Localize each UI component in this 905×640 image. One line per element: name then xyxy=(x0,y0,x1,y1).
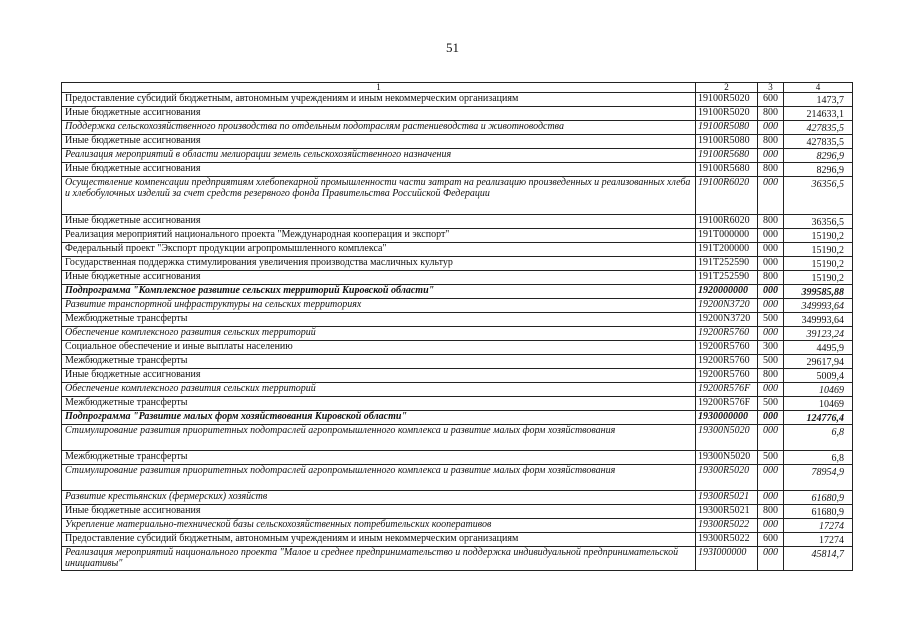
row-vr: 800 xyxy=(758,369,784,383)
table-row xyxy=(62,121,853,135)
row-vr: 800 xyxy=(758,163,784,177)
row-amount: 5009,4 xyxy=(784,369,853,383)
table-row xyxy=(62,355,853,369)
row-code: 1930000000 xyxy=(696,411,758,425)
row-amount: 6,8 xyxy=(784,425,853,451)
table-row xyxy=(62,547,853,571)
header-col-2: 2 xyxy=(696,83,758,93)
row-code: 19100R5080 xyxy=(696,121,758,135)
row-code: 19100R5020 xyxy=(696,107,758,121)
table-row xyxy=(62,451,853,465)
row-name: Обеспечение комплексного развития сельских территорий xyxy=(62,327,696,341)
row-vr: 000 xyxy=(758,285,784,299)
table-row xyxy=(62,229,853,243)
row-amount: 349993,64 xyxy=(784,299,853,313)
row-name: Иные бюджетные ассигнования xyxy=(62,107,696,121)
row-vr: 000 xyxy=(758,229,784,243)
row-code: 19100R5080 xyxy=(696,135,758,149)
table-row xyxy=(62,505,853,519)
row-amount: 399585,88 xyxy=(784,285,853,299)
row-vr: 000 xyxy=(758,243,784,257)
row-code: 19100R6020 xyxy=(696,177,758,215)
header-col-4: 4 xyxy=(784,83,853,93)
row-code: 19200R576F xyxy=(696,383,758,397)
table-row xyxy=(62,425,853,451)
row-vr: 000 xyxy=(758,425,784,451)
table-row xyxy=(62,491,853,505)
row-name: Укрепление материально-технической базы сельскохозяйственных потребительских кооперативов xyxy=(62,519,696,533)
row-name: Государственная поддержка стимулирования увеличения производства масличных культур xyxy=(62,257,696,271)
row-amount: 61680,9 xyxy=(784,505,853,519)
row-amount: 427835,5 xyxy=(784,121,853,135)
row-name: Стимулирование развития приоритетных подотраслей агропромышленного комплекса и развитие малых форм хозяйствования xyxy=(62,425,696,451)
table-row xyxy=(62,257,853,271)
header-row xyxy=(62,83,853,93)
table-row xyxy=(62,519,853,533)
row-amount: 45814,7 xyxy=(784,547,853,571)
table-row xyxy=(62,107,853,121)
row-vr: 500 xyxy=(758,397,784,411)
row-name: Иные бюджетные ассигнования xyxy=(62,369,696,383)
row-vr: 800 xyxy=(758,135,784,149)
row-code: 19100R5680 xyxy=(696,149,758,163)
budget-table xyxy=(61,82,853,571)
row-amount: 1473,7 xyxy=(784,93,853,107)
row-vr: 600 xyxy=(758,533,784,547)
table-row xyxy=(62,397,853,411)
row-amount: 427835,5 xyxy=(784,135,853,149)
row-code: 191T252590 xyxy=(696,271,758,285)
header-col-1: 1 xyxy=(62,83,696,93)
row-amount: 39123,24 xyxy=(784,327,853,341)
row-vr: 000 xyxy=(758,177,784,215)
table-row xyxy=(62,163,853,177)
row-vr: 300 xyxy=(758,341,784,355)
row-amount: 61680,9 xyxy=(784,491,853,505)
row-vr: 600 xyxy=(758,93,784,107)
row-name: Реализация мероприятий в области мелиорации земель сельскохозяйственного назначения xyxy=(62,149,696,163)
table-row xyxy=(62,215,853,229)
table-row xyxy=(62,271,853,285)
table-row xyxy=(62,299,853,313)
table-row xyxy=(62,243,853,257)
row-name: Межбюджетные трансферты xyxy=(62,397,696,411)
row-amount: 29617,94 xyxy=(784,355,853,369)
row-vr: 500 xyxy=(758,355,784,369)
row-code: 19200N3720 xyxy=(696,313,758,327)
row-amount: 4495,9 xyxy=(784,341,853,355)
row-vr: 800 xyxy=(758,271,784,285)
row-name: Межбюджетные трансферты xyxy=(62,313,696,327)
row-code: 19300N5020 xyxy=(696,451,758,465)
table-row xyxy=(62,341,853,355)
row-name: Социальное обеспечение и иные выплаты населению xyxy=(62,341,696,355)
row-code: 191T252590 xyxy=(696,257,758,271)
row-name: Развитие крестьянских (фермерских) хозяйств xyxy=(62,491,696,505)
row-amount: 15190,2 xyxy=(784,229,853,243)
row-code: 19200R5760 xyxy=(696,341,758,355)
row-vr: 000 xyxy=(758,149,784,163)
row-code: 19100R5020 xyxy=(696,93,758,107)
row-name: Реализация мероприятий национального проекта "Международная кооперация и экспорт" xyxy=(62,229,696,243)
row-amount: 15190,2 xyxy=(784,243,853,257)
row-name: Иные бюджетные ассигнования xyxy=(62,163,696,177)
row-amount: 6,8 xyxy=(784,451,853,465)
row-name: Иные бюджетные ассигнования xyxy=(62,215,696,229)
row-amount: 15190,2 xyxy=(784,271,853,285)
row-name: Иные бюджетные ассигнования xyxy=(62,505,696,519)
row-name: Федеральный проект "Экспорт продукции агропромышленного комплекса" xyxy=(62,243,696,257)
table-row xyxy=(62,383,853,397)
row-code: 193I000000 xyxy=(696,547,758,571)
row-name: Иные бюджетные ассигнования xyxy=(62,135,696,149)
row-vr: 800 xyxy=(758,107,784,121)
row-name: Межбюджетные трансферты xyxy=(62,451,696,465)
row-code: 19300N5020 xyxy=(696,425,758,451)
row-amount: 17274 xyxy=(784,519,853,533)
row-name: Подпрограмма "Развитие малых форм хозяйствования Кировской области" xyxy=(62,411,696,425)
row-vr: 000 xyxy=(758,383,784,397)
row-code: 19200R5760 xyxy=(696,355,758,369)
row-code: 19300R5021 xyxy=(696,505,758,519)
row-name: Подпрограмма "Комплексное развитие сельских территорий Кировской области" xyxy=(62,285,696,299)
row-name: Иные бюджетные ассигнования xyxy=(62,271,696,285)
row-name: Предоставление субсидий бюджетным, автономным учреждениям и иным некоммерческим организациям xyxy=(62,533,696,547)
row-vr: 000 xyxy=(758,327,784,341)
row-amount: 349993,64 xyxy=(784,313,853,327)
row-vr: 000 xyxy=(758,547,784,571)
row-amount: 214633,1 xyxy=(784,107,853,121)
table-row xyxy=(62,465,853,491)
row-name: Стимулирование развития приоритетных подотраслей агропромышленного комплекса и развитие малых форм хозяйствования xyxy=(62,465,696,491)
row-code: 19300R5020 xyxy=(696,465,758,491)
table-row xyxy=(62,533,853,547)
row-name: Реализация мероприятий национального проекта "Малое и среднее предпринимательство и поддержка индивидуальной предпринимательской инициативы" xyxy=(62,547,696,571)
row-code: 19100R5680 xyxy=(696,163,758,177)
row-code: 19200R5760 xyxy=(696,369,758,383)
table-body xyxy=(62,93,853,571)
row-vr: 000 xyxy=(758,519,784,533)
row-vr: 000 xyxy=(758,121,784,135)
row-amount: 8296,9 xyxy=(784,163,853,177)
row-vr: 500 xyxy=(758,451,784,465)
row-vr: 000 xyxy=(758,299,784,313)
row-amount: 10469 xyxy=(784,397,853,411)
row-amount: 8296,9 xyxy=(784,149,853,163)
table-row xyxy=(62,177,853,215)
table-row xyxy=(62,93,853,107)
row-code: 19300R5021 xyxy=(696,491,758,505)
row-code: 19200N3720 xyxy=(696,299,758,313)
row-name: Осуществление компенсации предприятиям хлебопекарной промышленности части затрат на реализацию произведенных и реализованных хлеба и хлебобулочных изделий за счет средств резервного фонда Правительства Российской Федерации xyxy=(62,177,696,215)
row-amount: 36356,5 xyxy=(784,215,853,229)
row-amount: 10469 xyxy=(784,383,853,397)
row-code: 191T000000 xyxy=(696,229,758,243)
table-row xyxy=(62,327,853,341)
row-code: 19200R5760 xyxy=(696,327,758,341)
table-row xyxy=(62,313,853,327)
table-row xyxy=(62,369,853,383)
table-row xyxy=(62,285,853,299)
row-code: 19200R576F xyxy=(696,397,758,411)
row-code: 1920000000 xyxy=(696,285,758,299)
row-amount: 17274 xyxy=(784,533,853,547)
row-vr: 800 xyxy=(758,215,784,229)
row-amount: 36356,5 xyxy=(784,177,853,215)
row-name: Межбюджетные трансферты xyxy=(62,355,696,369)
row-code: 19300R5022 xyxy=(696,533,758,547)
row-amount: 78954,9 xyxy=(784,465,853,491)
row-name: Развитие транспортной инфраструктуры на сельских территориях xyxy=(62,299,696,313)
row-vr: 000 xyxy=(758,465,784,491)
row-name: Предоставление субсидий бюджетным, автономным учреждениям и иным некоммерческим организациям xyxy=(62,93,696,107)
table-row xyxy=(62,149,853,163)
row-vr: 000 xyxy=(758,257,784,271)
row-amount: 124776,4 xyxy=(784,411,853,425)
row-name: Поддержка сельскохозяйственного производства по отдельным подотраслям растениеводства и животноводства xyxy=(62,121,696,135)
row-name: Обеспечение комплексного развития сельских территорий xyxy=(62,383,696,397)
header-col-3: 3 xyxy=(758,83,784,93)
row-vr: 000 xyxy=(758,411,784,425)
row-amount: 15190,2 xyxy=(784,257,853,271)
row-code: 19300R5022 xyxy=(696,519,758,533)
row-vr: 000 xyxy=(758,491,784,505)
page-number: 51 xyxy=(446,40,459,55)
table-row xyxy=(62,135,853,149)
row-code: 19100R6020 xyxy=(696,215,758,229)
table-row xyxy=(62,411,853,425)
row-vr: 800 xyxy=(758,505,784,519)
row-code: 191T200000 xyxy=(696,243,758,257)
row-vr: 500 xyxy=(758,313,784,327)
